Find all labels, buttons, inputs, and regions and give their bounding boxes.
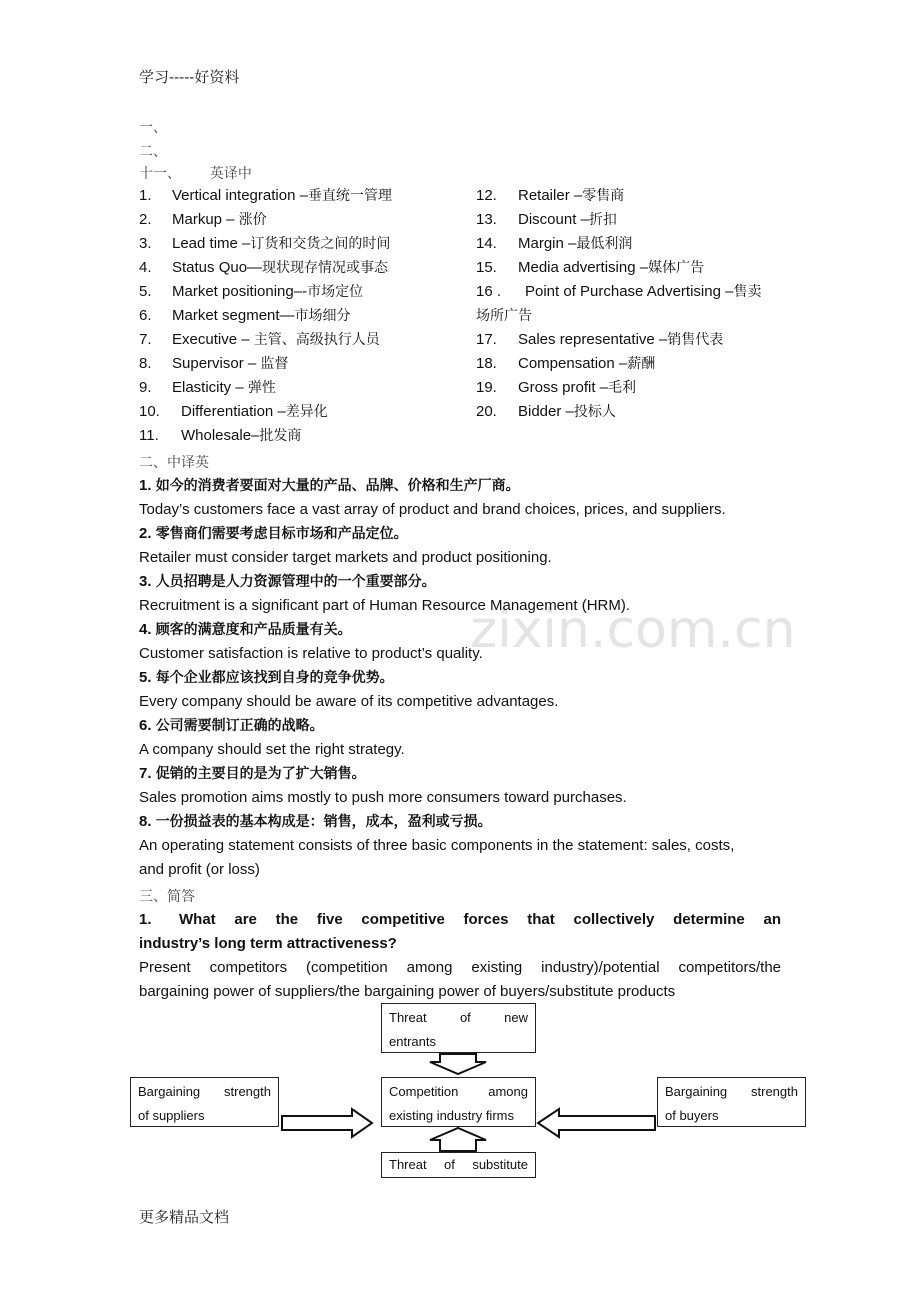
- vocab-num: 4.: [139, 259, 152, 276]
- vocab-num: 7.: [139, 331, 152, 348]
- translation-cn: 每个企业都应该找到自身的竞争优势。: [155, 670, 394, 686]
- translation-num: 6.: [139, 717, 156, 734]
- box-word: Threat: [389, 1010, 427, 1025]
- arrow-down-icon: [430, 1054, 486, 1074]
- vocab-en: Margin –: [518, 235, 577, 252]
- vocab-num: 1.: [139, 187, 152, 204]
- vocab-num: 14.: [476, 235, 497, 252]
- vocab-num: 16 .: [476, 283, 502, 300]
- vocab-num: 2.: [139, 211, 152, 228]
- translation-num: 5.: [139, 669, 156, 686]
- section-3-title: 三、简答: [139, 889, 195, 905]
- box-word: Threat: [389, 1157, 427, 1172]
- vocab-cn: 媒体广告: [648, 260, 705, 276]
- vocab-cn: 毛利: [608, 380, 637, 396]
- vocab-en: Point of Purchase Advertising –: [525, 283, 734, 300]
- vocab-num: 17.: [476, 331, 497, 348]
- translation-cn: 如今的消费者要面对大量的产品、品牌、价格和生产厂商。: [155, 478, 520, 494]
- box-word: Bargaining: [138, 1084, 201, 1099]
- vocab-cn: 现状现存情况或事态: [262, 260, 389, 276]
- vocab-num: 10.: [139, 403, 160, 420]
- box-line: entrants: [389, 1034, 436, 1049]
- translation-cn: 公司需要制订正确的战略。: [155, 718, 324, 734]
- translation-cn: 促销的主要目的是为了扩大销售。: [155, 766, 366, 782]
- translation-en: Sales promotion aims mostly to push more consumers toward purchases.: [139, 789, 627, 806]
- translation-cn: 一份损益表的基本构成是：销售，成本，盈利或亏损。: [155, 814, 492, 830]
- vocab-cn: 涨价: [238, 212, 267, 228]
- vocab-en: Status Quo—: [172, 259, 263, 276]
- vocab-num: 12.: [476, 187, 497, 204]
- vocab-en: Market positioning–-: [172, 283, 308, 300]
- translation-cn: 顾客的满意度和产品质量有关。: [155, 622, 352, 638]
- translation-en: Every company should be aware of its competitive advantages.: [139, 693, 559, 710]
- vocab-cn: 最低利润: [576, 236, 633, 252]
- vocab-cn: 主管、高级执行人员: [253, 332, 380, 348]
- vocab-num: 13.: [476, 211, 497, 228]
- translation-num: 2.: [139, 525, 156, 542]
- translation-cn: 人员招聘是人力资源管理中的一个重要部分。: [155, 574, 436, 590]
- question-line-2: industry’s long term attractiveness?: [139, 935, 397, 952]
- translation-num: 8.: [139, 813, 156, 830]
- translation-en: An operating statement consists of three basic components in the statement: sales, costs,: [139, 837, 735, 854]
- vocab-num: 3.: [139, 235, 152, 252]
- box-word: strength: [751, 1084, 798, 1099]
- vocab-cn: 弹性: [247, 380, 276, 396]
- box-word: among: [488, 1084, 528, 1099]
- vocab-num: 19.: [476, 379, 497, 396]
- vocab-cn: 监督: [260, 356, 289, 372]
- translation-num: 4.: [139, 621, 156, 638]
- vocab-en: Lead time –: [172, 235, 251, 252]
- answer-line-2: bargaining power of suppliers/the bargaining power of buyers/substitute products: [139, 983, 676, 1000]
- heading-section-1-text: 英译中: [209, 166, 252, 182]
- vocab-en: Compensation –: [518, 355, 628, 372]
- question-text-1: What are the five competitive forces that collectively determine an: [179, 911, 781, 928]
- vocab-en: Retailer –: [518, 187, 583, 204]
- vocab-num: 9.: [139, 379, 152, 396]
- vocab-cn: 售卖: [733, 284, 762, 300]
- vocab-cn: 投标人: [573, 404, 616, 420]
- box-word: strength: [224, 1084, 271, 1099]
- vocab-en: Wholesale–: [181, 427, 260, 444]
- vocab-cn: 折扣: [588, 212, 617, 228]
- vocab-cn: 销售代表: [667, 332, 724, 348]
- vocab-en: Executive –: [172, 331, 254, 348]
- vocab-num: 11.: [139, 427, 159, 444]
- vocab-en: Sales representative –: [518, 331, 668, 348]
- vocab-en: Supervisor –: [172, 355, 261, 372]
- answer-text-1: Present competitors (competition among existing industry)/potential competitors/the: [139, 959, 781, 976]
- vocab-cn: 批发商: [259, 428, 302, 444]
- box-line: of buyers: [665, 1108, 719, 1123]
- vocab-num: 5.: [139, 283, 152, 300]
- vocab-cn-continued: 场所广告: [476, 308, 532, 324]
- vocab-cn: 订货和交货之间的时间: [250, 236, 391, 252]
- translation-en: Today’s customers face a vast array of product and brand choices, prices, and suppliers.: [139, 501, 726, 518]
- header-text: 学习-----好资料: [139, 68, 240, 86]
- box-word: substitute: [472, 1157, 528, 1172]
- heading-1: 一、: [139, 120, 167, 136]
- heading-section-1-num: 十一、: [139, 166, 181, 182]
- vocab-en: Differentiation –: [181, 403, 286, 420]
- vocab-en: Discount –: [518, 211, 589, 228]
- translation-en: Retailer must consider target markets and product positioning.: [139, 549, 552, 566]
- vocab-cn: 垂直统一管理: [307, 188, 392, 204]
- translation-en: A company should set the right strategy.: [139, 741, 405, 758]
- vocab-en: Market segment—: [172, 307, 295, 324]
- vocab-en: Elasticity –: [172, 379, 248, 396]
- box-line: existing industry firms: [389, 1108, 514, 1123]
- vocab-num: 6.: [139, 307, 152, 324]
- translation-cn: 零售商们需要考虑目标市场和产品定位。: [155, 526, 408, 542]
- vocab-cn: 差异化: [285, 404, 328, 420]
- translation-num: 7.: [139, 765, 156, 782]
- vocab-num: 20.: [476, 403, 497, 420]
- translation-en-continued: and profit (or loss): [139, 861, 260, 878]
- translation-en: Recruitment is a significant part of Human Resource Management (HRM).: [139, 597, 631, 614]
- vocab-cn: 薪酬: [627, 356, 656, 372]
- vocab-num: 18.: [476, 355, 497, 372]
- arrow-up-icon: [430, 1128, 486, 1151]
- translation-num: 3.: [139, 573, 156, 590]
- heading-2: 二、: [139, 144, 167, 160]
- arrow-right-icon: [282, 1109, 372, 1137]
- section-2-title: 二、中译英: [139, 455, 209, 471]
- vocab-cn: 市场定位: [307, 284, 364, 300]
- footer-text: 更多精品文档: [139, 1208, 230, 1226]
- translation-num: 1.: [139, 477, 156, 494]
- vocab-en: Media advertising –: [518, 259, 649, 276]
- translation-en: Customer satisfaction is relative to product’s quality.: [139, 645, 483, 662]
- vocab-num: 15.: [476, 259, 497, 276]
- vocab-num: 8.: [139, 355, 152, 372]
- watermark: zixin.com.cn: [470, 600, 796, 660]
- vocab-cn: 市场细分: [294, 308, 351, 324]
- box-word: of: [459, 1010, 471, 1025]
- vocab-en: Vertical integration –: [172, 187, 308, 204]
- box-word: Bargaining: [665, 1084, 728, 1099]
- vocab-en: Markup –: [172, 211, 239, 228]
- question-num: 1.: [139, 911, 152, 928]
- arrow-left-icon: [538, 1109, 655, 1137]
- box-word: Competition: [389, 1084, 459, 1099]
- vocab-cn: 零售商: [582, 188, 625, 204]
- box-word: new: [504, 1010, 528, 1025]
- box-word: of: [444, 1157, 455, 1172]
- vocab-en: Bidder –: [518, 403, 574, 420]
- box-line: of suppliers: [138, 1108, 205, 1123]
- vocab-en: Gross profit –: [518, 379, 609, 396]
